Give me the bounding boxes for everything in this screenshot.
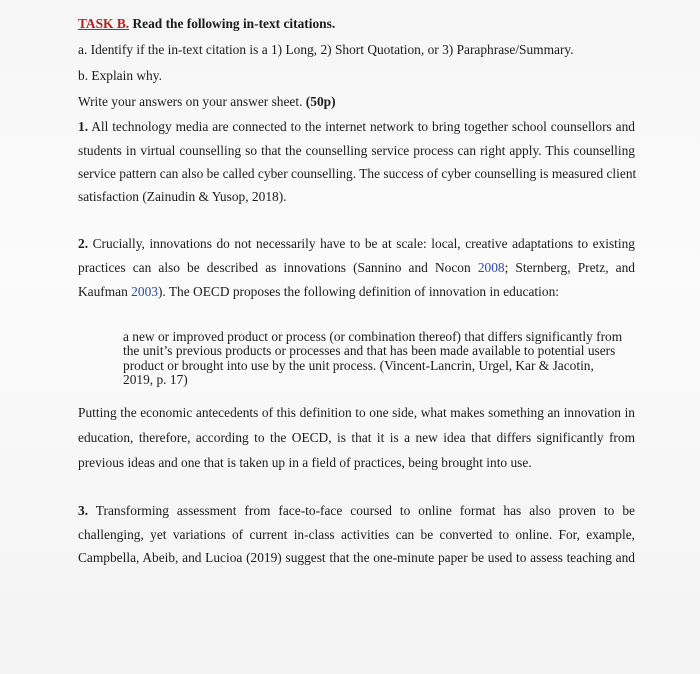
item2-text-3b: ). The OECD proposes the following definition of innovation in education: <box>157 284 559 299</box>
item2-after-line-3: previous ideas and one that is taken up in a field of practices, being brought into use. <box>78 455 532 470</box>
citation-year-link[interactable]: 2008 <box>477 260 505 275</box>
citation-year-link[interactable]: 2003 <box>131 284 158 299</box>
quote-line: 2019, p. 17) <box>123 372 188 388</box>
item2-number: 2. <box>78 236 89 251</box>
item2-line-1 <box>78 236 635 252</box>
block-quote <box>123 330 643 388</box>
task-label: TASK B. <box>78 16 130 31</box>
item2-after-line-2: education, therefore, according to the OECD, is that it is a new idea that differs significantly from <box>78 430 635 445</box>
item2-text-1: Crucially, innovations do not necessarily have to be at scale: local, creative adaptations to existing <box>92 236 635 251</box>
quote-line: product or brought into use by the unit process. (Vincent-Lancrin, Urgel, Kar & Jacotin, <box>123 357 594 373</box>
item3-number: 3. <box>78 503 89 518</box>
task-heading <box>78 16 335 32</box>
item3-line-1 <box>78 503 635 519</box>
answer-note-text: Write your answers on your answer sheet. <box>78 94 303 109</box>
item2-after-line-1: Putting the economic antecedents of this definition to one side, what makes something an innovation in <box>78 405 635 420</box>
item2-line-2 <box>78 260 635 276</box>
item1-text-1: All technology media are connected to the internet network to bring together school counsellors and <box>91 119 635 134</box>
item1-line-2: students in virtual counselling so that the counselling service process can right apply. This counselling <box>78 143 635 158</box>
quote-line: a new or improved product or process (or combination thereof) that differs significantly from <box>123 329 623 344</box>
instruction-b: b. Explain why. <box>78 68 162 83</box>
points: (50p) <box>305 94 336 109</box>
task-title: Read the following in-text citations. <box>132 16 336 31</box>
item2-line-3 <box>78 284 559 300</box>
item2-text-2b: ; Sternberg, Pretz, and <box>504 260 636 275</box>
item2-text-2a: practices can also be described as innovations (Sannino and Nocon <box>78 260 478 275</box>
item1-line-3: service pattern can also be called cyber counselling. The success of cyber counselling is measured client <box>78 166 637 181</box>
item3-line-2: challenging, yet variations of current in-class activities can be converted to online. For, example, <box>78 527 635 542</box>
instruction-a: a. Identify if the in-text citation is a 1) Long, 2) Short Quotation, or 3) Paraphrase/Summary. <box>78 42 574 57</box>
item3-text-1: Transforming assessment from face-to-face coursed to online format has also proven to be <box>95 503 635 518</box>
item1-line-1 <box>78 119 635 135</box>
answer-note <box>78 94 336 110</box>
item2-text-3a: Kaufman <box>78 284 132 299</box>
item3-line-3: Campbella, Abeib, and Lucioa (2019) suggest that the one-minute paper be used to assess teaching and <box>78 550 635 565</box>
item1-number: 1. <box>78 119 89 134</box>
item1-line-4: satisfaction (Zainudin & Yusop, 2018). <box>78 189 287 204</box>
quote-line: the unit’s previous products or processes and that has been made available to potential users <box>123 343 616 359</box>
